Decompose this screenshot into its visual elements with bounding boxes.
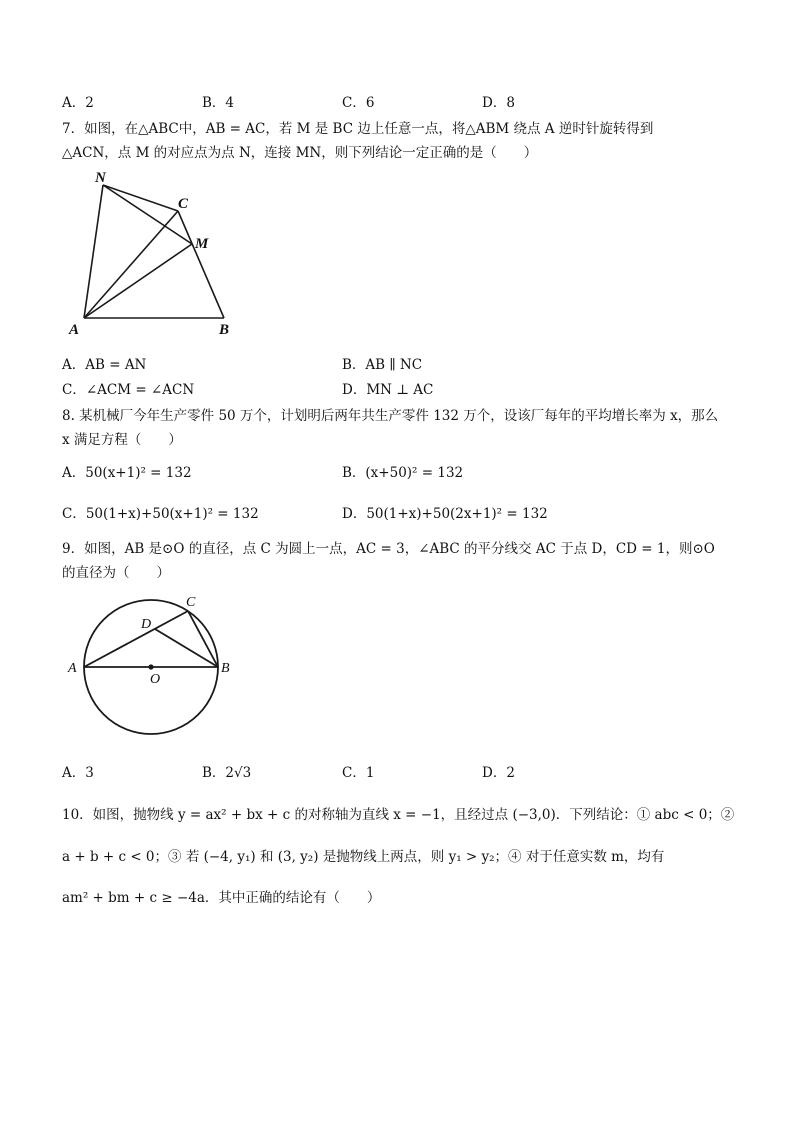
- q6-option-d: D．8: [482, 95, 515, 111]
- q9-option-a: A．3: [62, 765, 94, 781]
- segment-AM: [84, 244, 192, 318]
- segment-NC: [103, 185, 178, 211]
- q8-option-a: A．50(x+1)² = 132: [62, 465, 192, 481]
- q8-option-c: C．50(1+x)+50(x+1)² = 132: [62, 506, 259, 522]
- label-D: D: [141, 617, 152, 632]
- q8-stem-line2: x 满足方程（ ）: [62, 432, 182, 448]
- label-C: C: [186, 595, 196, 610]
- q9-option-c: C．1: [342, 765, 375, 781]
- q7-figure: [60, 162, 260, 342]
- label-A: A: [69, 322, 80, 338]
- q9-stem-line2: 的直径为（ ）: [62, 565, 170, 581]
- q7-option-d: D．MN ⊥ AC: [342, 382, 434, 398]
- q7-option-a: A．AB = AN: [62, 357, 147, 373]
- q10-stem-line1: 10．如图，抛物线 y = ax² + bx + c 的对称轴为直线 x = −1，且经过点 (−3,0)．下列结论：① abc < 0；②: [62, 807, 735, 823]
- segment-AN: [84, 185, 103, 318]
- q9-option-d: D．2: [482, 765, 515, 781]
- q10-stem-line3: am² + bm + c ≥ −4a．其中正确的结论有（ ）: [62, 890, 381, 906]
- q9-option-b: B．2√3: [202, 765, 252, 781]
- label-M: M: [195, 236, 209, 252]
- label-A: A: [68, 661, 77, 676]
- q7-option-b: B．AB ∥ NC: [342, 357, 423, 373]
- q6-option-c: C．6: [342, 95, 375, 111]
- label-B: B: [219, 322, 230, 338]
- q10-stem-line2: a + b + c < 0；③ 若 (−4, y₁) 和 (3, y₂) 是抛物线上两点，则 y₁ > y₂；④ 对于任意实数 m，均有: [62, 849, 665, 865]
- q7-option-c: C．∠ACM = ∠ACN: [62, 382, 195, 398]
- label-B: B: [221, 661, 230, 676]
- label-O: O: [150, 672, 161, 687]
- q6-option-b: B．4: [202, 95, 235, 111]
- q8-option-d: D．50(1+x)+50(2x+1)² = 132: [342, 506, 548, 522]
- q8-stem-line1: 8. 某机械厂今年生产零件 50 万个，计划明后两年共生产零件 132 万个，设该厂每年的平均增长率为 x，那么: [62, 408, 719, 424]
- q7-stem-line2: △ACN，点 M 的对应点为点 N，连接 MN，则下列结论一定正确的是（ ）: [62, 145, 538, 161]
- q8-option-b: B．(x+50)² = 132: [342, 465, 464, 481]
- label-N: N: [95, 170, 106, 186]
- label-C: C: [178, 196, 189, 212]
- q6-option-a: A．2: [62, 95, 94, 111]
- center-point-O: [148, 664, 153, 669]
- segment-AC: [84, 211, 178, 318]
- q9-figure: [60, 590, 250, 740]
- q7-stem-line1: 7．如图，在△ABC中，AB = AC，若 M 是 BC 边上任意一点，将△ABM 绕点 A 逆时针旋转得到: [62, 121, 654, 137]
- q9-stem-line1: 9．如图，AB 是⊙O 的直径，点 C 为圆上一点，AC = 3，∠ABC 的平分线交 AC 于点 D，CD = 1，则⊙O: [62, 541, 715, 557]
- segment-CB: [178, 211, 224, 318]
